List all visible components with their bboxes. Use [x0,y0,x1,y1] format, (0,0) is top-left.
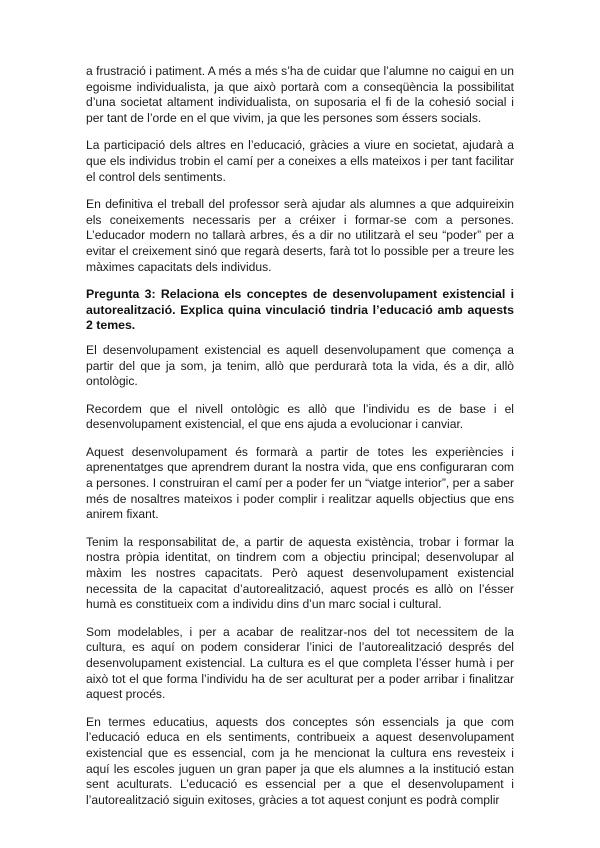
paragraph-modelables: Som modelables, i per a acabar de realitzar-nos del tot necessitem de la cultura, es aquí on podem considerar l’inici de l’autorealització després del desenvolupament existencial. La cultura es el que completa l’ésser humà i per això tot el que forma l’individu ha de ser aculturat per a poder arribar i finalitzar aquest procés. [86,624,514,702]
question-3-heading: Pregunta 3: Relaciona els conceptes de desenvolupament existencial i autorealització. Explica quina vinculació tindria l’educació amb aquests 2 temes. [86,287,514,333]
paragraph-experiencies: Aquest desenvolupament és formarà a partir de totes les experiències i aprenentatges que aprendrem durant la nostra vida, que ens configuraran com a persones. I construiran el camí per a poder fer un “viatge interior”, per a saber més de nosaltres mateixos i poder complir i realitzar aquells objectius que ens anirem fixant. [86,444,514,522]
paragraph-termes-educatius: En termes educatius, aquests dos conceptes són essencials ja que com l’educació educa en els sentiments, contribueix a aquest desenvolupament existencial que es essencial, com ja he mencionat la cultura ens revesteix i aquí les escoles juguen un gran paper ja que els alumnes a la institució estan sent aculturats. L’educació es essencial per a que el desenvolupament i l’autorealització siguin exitoses, gràcies a tot aquest conjunt es podrà complir [86,714,514,807]
paragraph-definitiva: En definitiva el treball del professor serà ajudar als alumnes a que adquireixin els coneixements necessaris per a créixer i formar-se com a persones. L’educador modern no tallarà arbres, és a dir no utilitzarà el seu “poder” per a evitar el creixement sinó que regarà deserts, farà tot lo possible per a treure les màximes capacitats dels individus. [86,197,514,274]
paragraph-frustracio: a frustració i patiment. A més a més s’ha de cuidar que l’alumne no caigui en un egoisme individualista, ja que això portarà com a conseqüència la possibilitat d’una societat altament individualista, on suposaria el fi de la cohesió social i per tant de l’orde en el que vivim, ja que les persones som éssers socials. [86,64,514,125]
paragraph-participacio: La participació dels altres en l’educació, gràcies a viure en societat, ajudarà a que els individus trobin el camí per a coneixes a ells mateixos i per tant facilitar el control dels sentiments. [86,138,514,184]
document-page [86,64,514,820]
paragraph-nivell-ontologic: Recordem que el nivell ontològic es allò que l’individu es de base i el desenvolupament existencial, el que ens ajuda a evolucionar i canviar. [86,401,514,432]
paragraph-responsabilitat: Tenim la responsabilitat de, a partir de aquesta existència, trobar i formar la nostra pròpia identitat, on tindrem com a objectiu principal; desenvolupar al màxim les nostres capacitats. Però aquest desenvolupament existencial necessita de la capacitat d’autorealització, aquest procés es allò on l’ésser humà es constitueix com a individu dins d’un marc social i cultural. [86,534,514,612]
paragraph-desenvolupament-existencial: El desenvolupament existencial es aquell desenvolupament que comença a partir del que ja som, ja tenim, allò que perdurarà tota la vida, és a dir, allò ontològic. [86,342,514,389]
